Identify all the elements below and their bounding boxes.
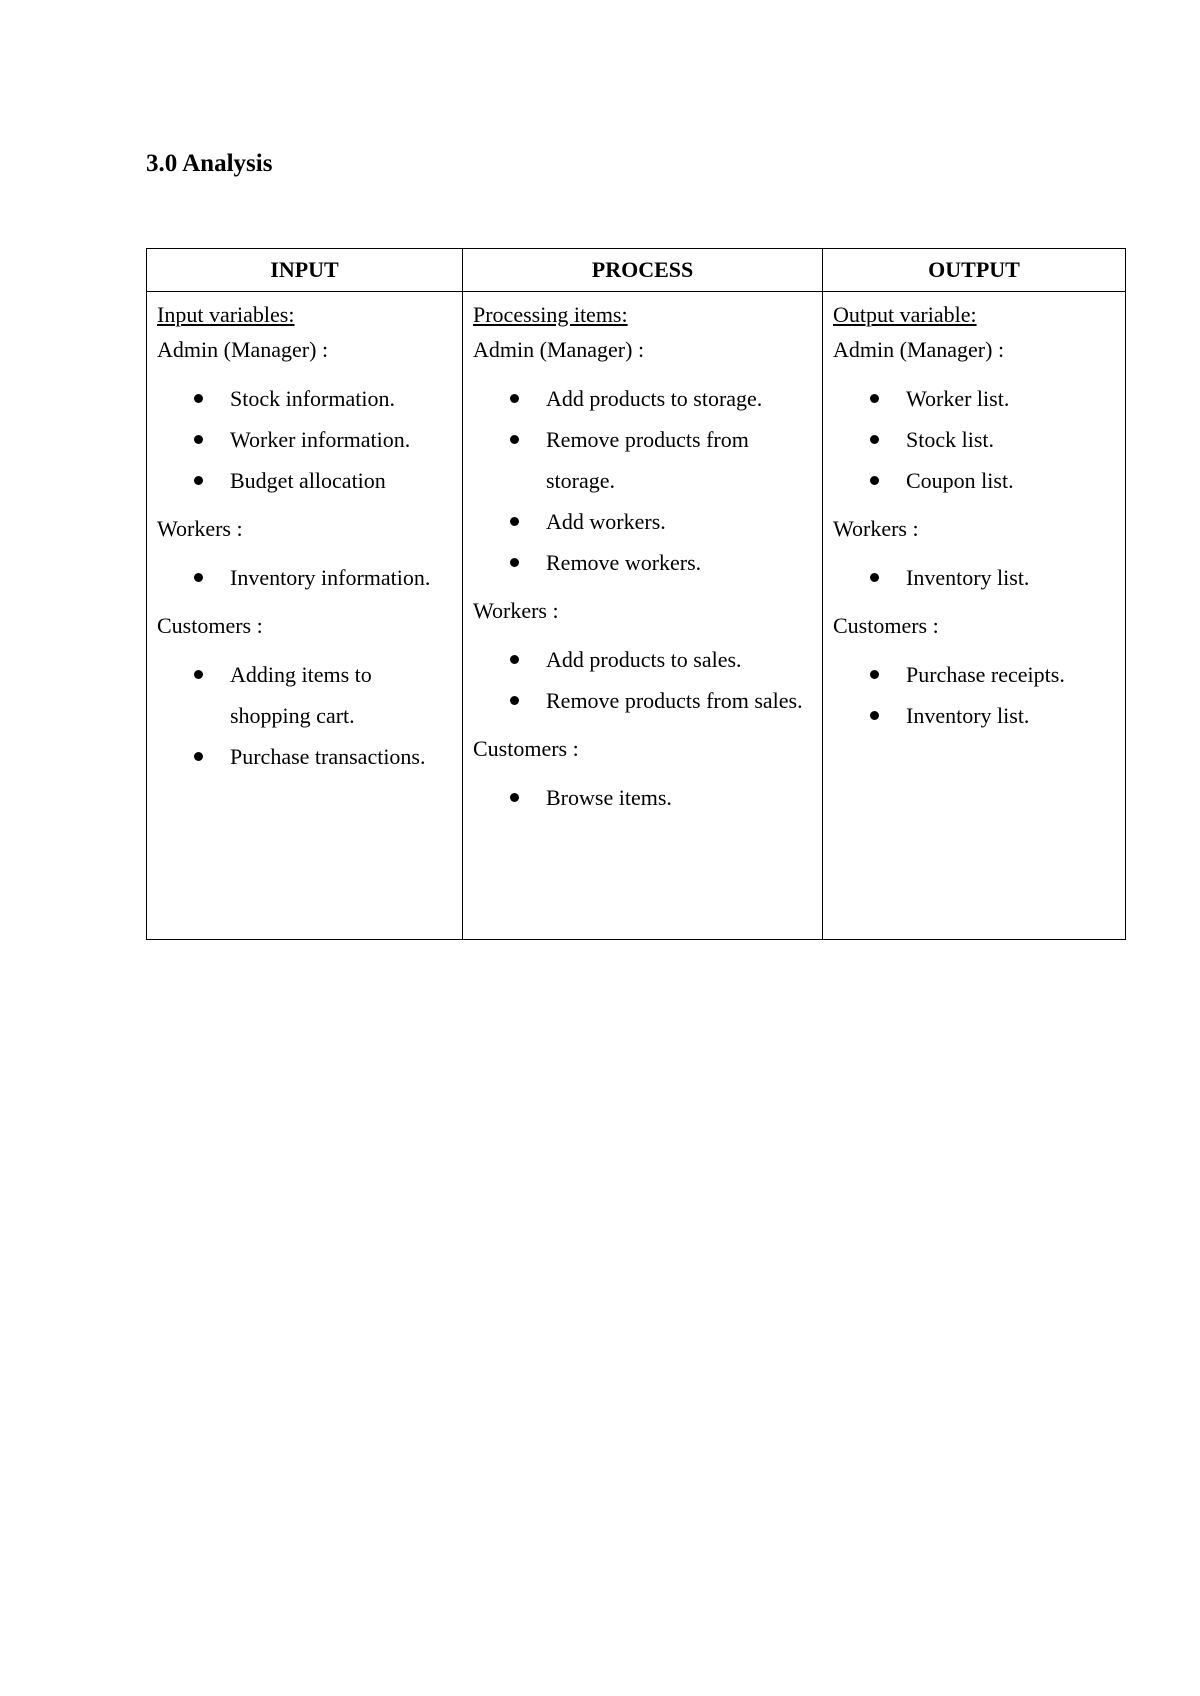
bullet-list xyxy=(473,777,812,818)
bullet-icon xyxy=(510,435,519,444)
bullet-icon xyxy=(510,655,519,664)
list-item-text: Inventory information. xyxy=(230,565,431,590)
list-item xyxy=(157,654,452,736)
role-group xyxy=(833,606,1115,736)
role-label: Admin (Manager) : xyxy=(473,337,645,362)
list-item xyxy=(833,460,1115,501)
bullet-list xyxy=(833,654,1115,736)
process-cell xyxy=(463,292,823,940)
list-item xyxy=(473,777,812,818)
list-item-text: Inventory list. xyxy=(906,703,1030,728)
bullet-icon xyxy=(870,711,879,720)
role-label: Customers : xyxy=(833,613,939,638)
bullet-icon xyxy=(870,476,879,485)
bullet-icon xyxy=(510,696,519,705)
list-item xyxy=(473,680,812,721)
list-item xyxy=(473,501,812,542)
list-item xyxy=(473,419,812,501)
bullet-list xyxy=(833,378,1115,501)
bullet-list xyxy=(157,654,452,777)
list-item xyxy=(157,736,452,777)
list-item-text: Worker list. xyxy=(906,386,1010,411)
bullet-list xyxy=(157,378,452,501)
list-item-text: Browse items. xyxy=(546,785,672,810)
list-item xyxy=(157,460,452,501)
bullet-icon xyxy=(510,517,519,526)
list-item xyxy=(473,639,812,680)
list-item-text: Add products to sales. xyxy=(546,647,742,672)
bullet-icon xyxy=(194,670,203,679)
list-item xyxy=(833,695,1115,736)
list-item-text: Stock list. xyxy=(906,427,995,452)
cell-heading: Input variables: xyxy=(157,302,295,327)
role-label: Workers : xyxy=(473,598,559,623)
bullet-icon xyxy=(510,793,519,802)
role-group xyxy=(833,330,1115,501)
bullet-icon xyxy=(870,435,879,444)
role-group xyxy=(833,509,1115,598)
list-item-text: Purchase transactions. xyxy=(230,744,426,769)
header-process: PROCESS xyxy=(463,249,823,292)
bullet-icon xyxy=(870,670,879,679)
list-item xyxy=(473,542,812,583)
bullet-icon xyxy=(510,558,519,567)
list-item xyxy=(473,378,812,419)
bullet-list xyxy=(473,639,812,721)
role-group xyxy=(473,330,812,583)
list-item-text: Adding items to shopping cart. xyxy=(230,662,372,728)
bullet-icon xyxy=(194,752,203,761)
bullet-icon xyxy=(194,573,203,582)
output-cell xyxy=(823,292,1126,940)
header-output: OUTPUT xyxy=(823,249,1126,292)
ipo-table xyxy=(146,248,1126,940)
list-item-text: Coupon list. xyxy=(906,468,1014,493)
list-item xyxy=(833,378,1115,419)
list-item-text: Worker information. xyxy=(230,427,411,452)
list-item xyxy=(833,654,1115,695)
list-item-text: Remove workers. xyxy=(546,550,702,575)
body-row xyxy=(147,292,1126,940)
list-item xyxy=(833,419,1115,460)
list-item-text: Remove products from sales. xyxy=(546,688,803,713)
cell-heading: Processing items: xyxy=(473,302,628,327)
bullet-icon xyxy=(510,394,519,403)
list-item xyxy=(833,557,1115,598)
role-label: Workers : xyxy=(157,516,243,541)
list-item xyxy=(157,378,452,419)
list-item-text: Stock information. xyxy=(230,386,395,411)
bullet-icon xyxy=(870,573,879,582)
list-item-text: Budget allocation xyxy=(230,468,386,493)
role-group xyxy=(473,591,812,721)
role-label: Admin (Manager) : xyxy=(157,337,329,362)
bullet-icon xyxy=(194,476,203,485)
list-item-text: Remove products from storage. xyxy=(546,427,749,493)
role-label: Customers : xyxy=(157,613,263,638)
list-item-text: Add products to storage. xyxy=(546,386,763,411)
bullet-list xyxy=(473,378,812,583)
list-item xyxy=(157,557,452,598)
bullet-list xyxy=(157,557,452,598)
bullet-icon xyxy=(194,435,203,444)
role-group xyxy=(157,606,452,777)
role-group xyxy=(157,330,452,501)
section-title: 3.0 Analysis xyxy=(146,150,273,177)
bullet-icon xyxy=(194,394,203,403)
role-group xyxy=(157,509,452,598)
list-item-text: Inventory list. xyxy=(906,565,1030,590)
bullet-list xyxy=(833,557,1115,598)
bullet-icon xyxy=(870,394,879,403)
list-item-text: Purchase receipts. xyxy=(906,662,1065,687)
cell-heading: Output variable: xyxy=(833,302,977,327)
list-item-text: Add workers. xyxy=(546,509,666,534)
header-input: INPUT xyxy=(147,249,463,292)
role-group xyxy=(473,729,812,818)
list-item xyxy=(157,419,452,460)
role-label: Workers : xyxy=(833,516,919,541)
input-cell xyxy=(147,292,463,940)
role-label: Customers : xyxy=(473,736,579,761)
role-label: Admin (Manager) : xyxy=(833,337,1005,362)
header-row xyxy=(147,249,1126,292)
